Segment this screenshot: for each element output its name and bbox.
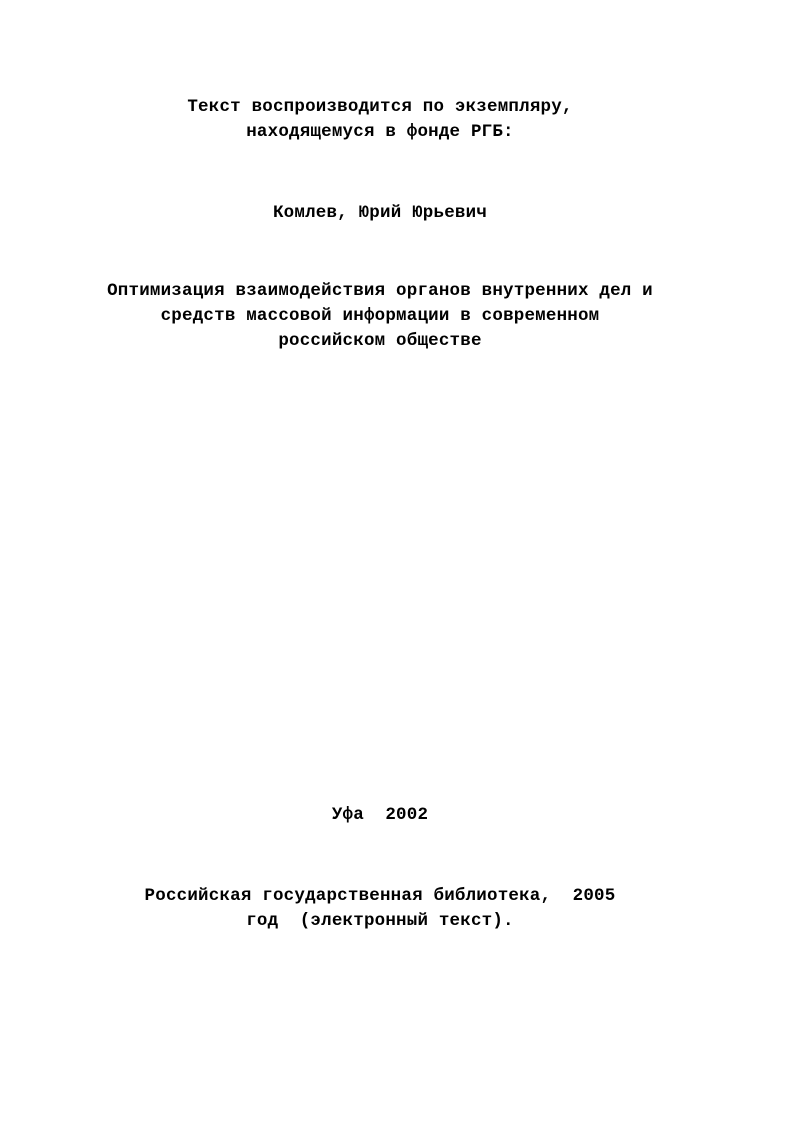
title-line-3: российском обществе	[278, 331, 482, 351]
library-note-line-1: Российская государственная библиотека, 2005	[144, 886, 616, 906]
source-note-line-2: находящемуся в фонде РГБ:	[246, 122, 514, 142]
library-note-line-2: год (электронный текст).	[246, 911, 514, 931]
imprint-city-year: Уфа 2002	[331, 805, 429, 825]
title-line-1: Оптимизация взаимодействия органов внутренних дел и	[107, 281, 653, 301]
title-line-2: средств массовой информации в современном	[160, 306, 600, 326]
source-note-line-1: Текст воспроизводится по экземпляру,	[187, 97, 573, 117]
author-name: Комлев, Юрий Юрьевич	[272, 203, 488, 223]
